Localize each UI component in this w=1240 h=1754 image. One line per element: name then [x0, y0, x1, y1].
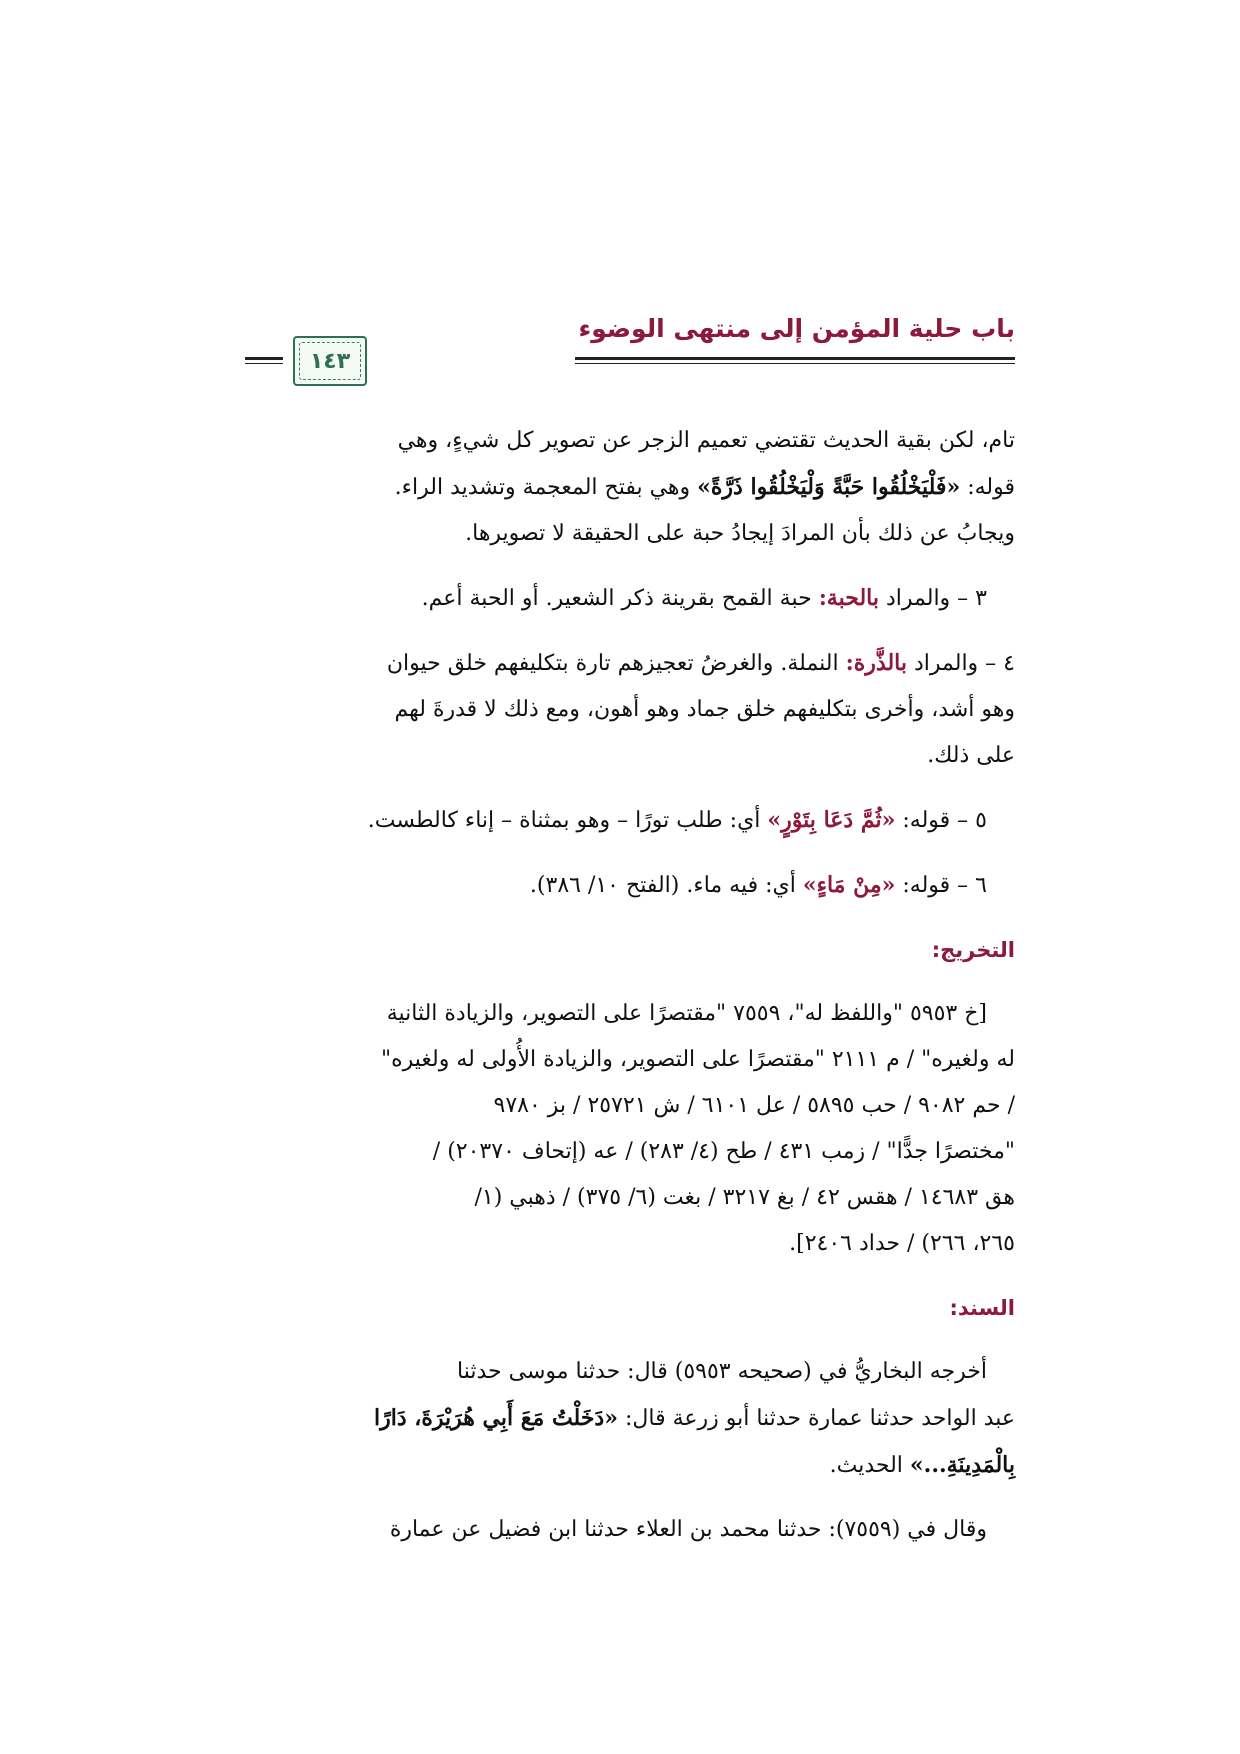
text-line: له ولغيره" / م ٢١١١ "مقتصرًا على التصوير، والزيادة الأُولى له ولغيره": [380, 1047, 1015, 1072]
note-item: ٥ – قوله: «ثُمَّ دَعَا بِتَوْرٍ» أي: طلب تورًا – وهو بمثناة – إناء كالطست.: [367, 807, 987, 833]
header-rule-left: [245, 357, 283, 360]
text-line: [خ ٥٩٥٣ "واللفظ له"، ٧٥٥٩ "مقتصرًا على التصوير، والزيادة الثانية: [386, 1001, 987, 1026]
note-item: ٤ – والمراد بالذَّرة: النملة. والغرضُ تعجيزهم تارة بتكليفهم خلق حيوان: [386, 650, 1015, 676]
text-line: ٢٦٥، ٢٦٦) / حداد ٢٤٠٦].: [789, 1231, 1015, 1256]
text-line: وهو أشد، وأخرى بتكليفهم خلق جماد وهو أهون، ومع ذلك لا قدرةَ لهم: [394, 697, 1015, 722]
hadith-quote: «فَلْيَخْلُقُوا حَبَّةً وَلْيَخْلُقُوا ذَرَّةً»: [697, 474, 961, 500]
text-line: أخرجه البخاريُّ في (صحيحه ٥٩٥٣) قال: حدثنا موسى حدثنا: [457, 1359, 987, 1384]
text-line: هق ١٤٦٨٣ / هقس ٤٢ / بغ ٣٢١٧ / بغت (٦/ ٣٧٥) / ذهبي (١/: [474, 1185, 1015, 1210]
text-line: ويجابُ عن ذلك بأن المرادَ إيجادُ حبة على الحقيقة لا تصويرها.: [465, 521, 1015, 546]
header-rule: [575, 357, 1015, 360]
hadith-quote: بِالْمَدِينَةِ...»: [909, 1452, 1015, 1478]
text-line: / حم ٩٠٨٢ / حب ٥٨٩٥ / عل ٦١٠١ / ش ٢٥٧٢١ / بز ٩٧٨٠: [493, 1093, 1015, 1118]
page-header: [245, 300, 1015, 390]
note-item: ٦ – قوله: «مِنْ مَاءٍ» أي: فيه ماء. (الفتح ١٠/ ٣٨٦).: [529, 872, 987, 898]
header-rule-left-thin: [245, 363, 283, 364]
section-heading-sanad: السند:: [949, 1296, 1015, 1320]
hadith-quote: «ثُمَّ دَعَا بِتَوْرٍ»: [767, 807, 896, 833]
term: بالذَّرة:: [845, 650, 907, 676]
page-number: ١٤٣: [309, 348, 351, 374]
text-line: تام، لكن بقية الحديث تقتضي تعميم الزجر عن تصوير كل شيءٍ، وهي: [397, 428, 1015, 453]
page-body: [245, 418, 1015, 1553]
term: بالحبة:: [818, 585, 879, 611]
hadith-quote: «دَخَلْتُ مَعَ أَبِي هُرَيْرَةَ، دَارًا: [373, 1405, 618, 1431]
note-item: ٣ – والمراد بالحبة: حبة القمح بقرينة ذكر الشعير. أو الحبة أعم.: [421, 585, 987, 611]
text-line: عبد الواحد حدثنا عمارة حدثنا أبو زرعة قال: «دَخَلْتُ مَعَ أَبِي هُرَيْرَةَ، دَارًا: [373, 1405, 1015, 1431]
text-line: على ذلك.: [927, 743, 1015, 768]
text-line: قوله: «فَلْيَخْلُقُوا حَبَّةً وَلْيَخْلُقُوا ذَرَّةً» وهي بفتح المعجمة وتشديد الراء.: [394, 474, 1015, 500]
text-line: بِالْمَدِينَةِ...» الحديث.: [829, 1452, 1015, 1478]
page-number-frame: [293, 336, 367, 386]
hadith-quote: «مِنْ مَاءٍ»: [802, 872, 896, 898]
section-heading-takhrij: التخريج:: [931, 938, 1015, 962]
text-line: "مختصرًا جدًّا" / زمب ٤٣١ / طح (٤/ ٢٨٣) / عه (إتحاف ٢٠٣٧٠) /: [432, 1139, 1015, 1164]
header-rule-thin: [575, 363, 1015, 364]
text-line: وقال في (٧٥٥٩): حدثنا محمد بن العلاء حدثنا ابن فضيل عن عمارة: [389, 1517, 987, 1542]
chapter-title: باب حلية المؤمن إلى منتهى الوضوء: [578, 314, 1015, 343]
